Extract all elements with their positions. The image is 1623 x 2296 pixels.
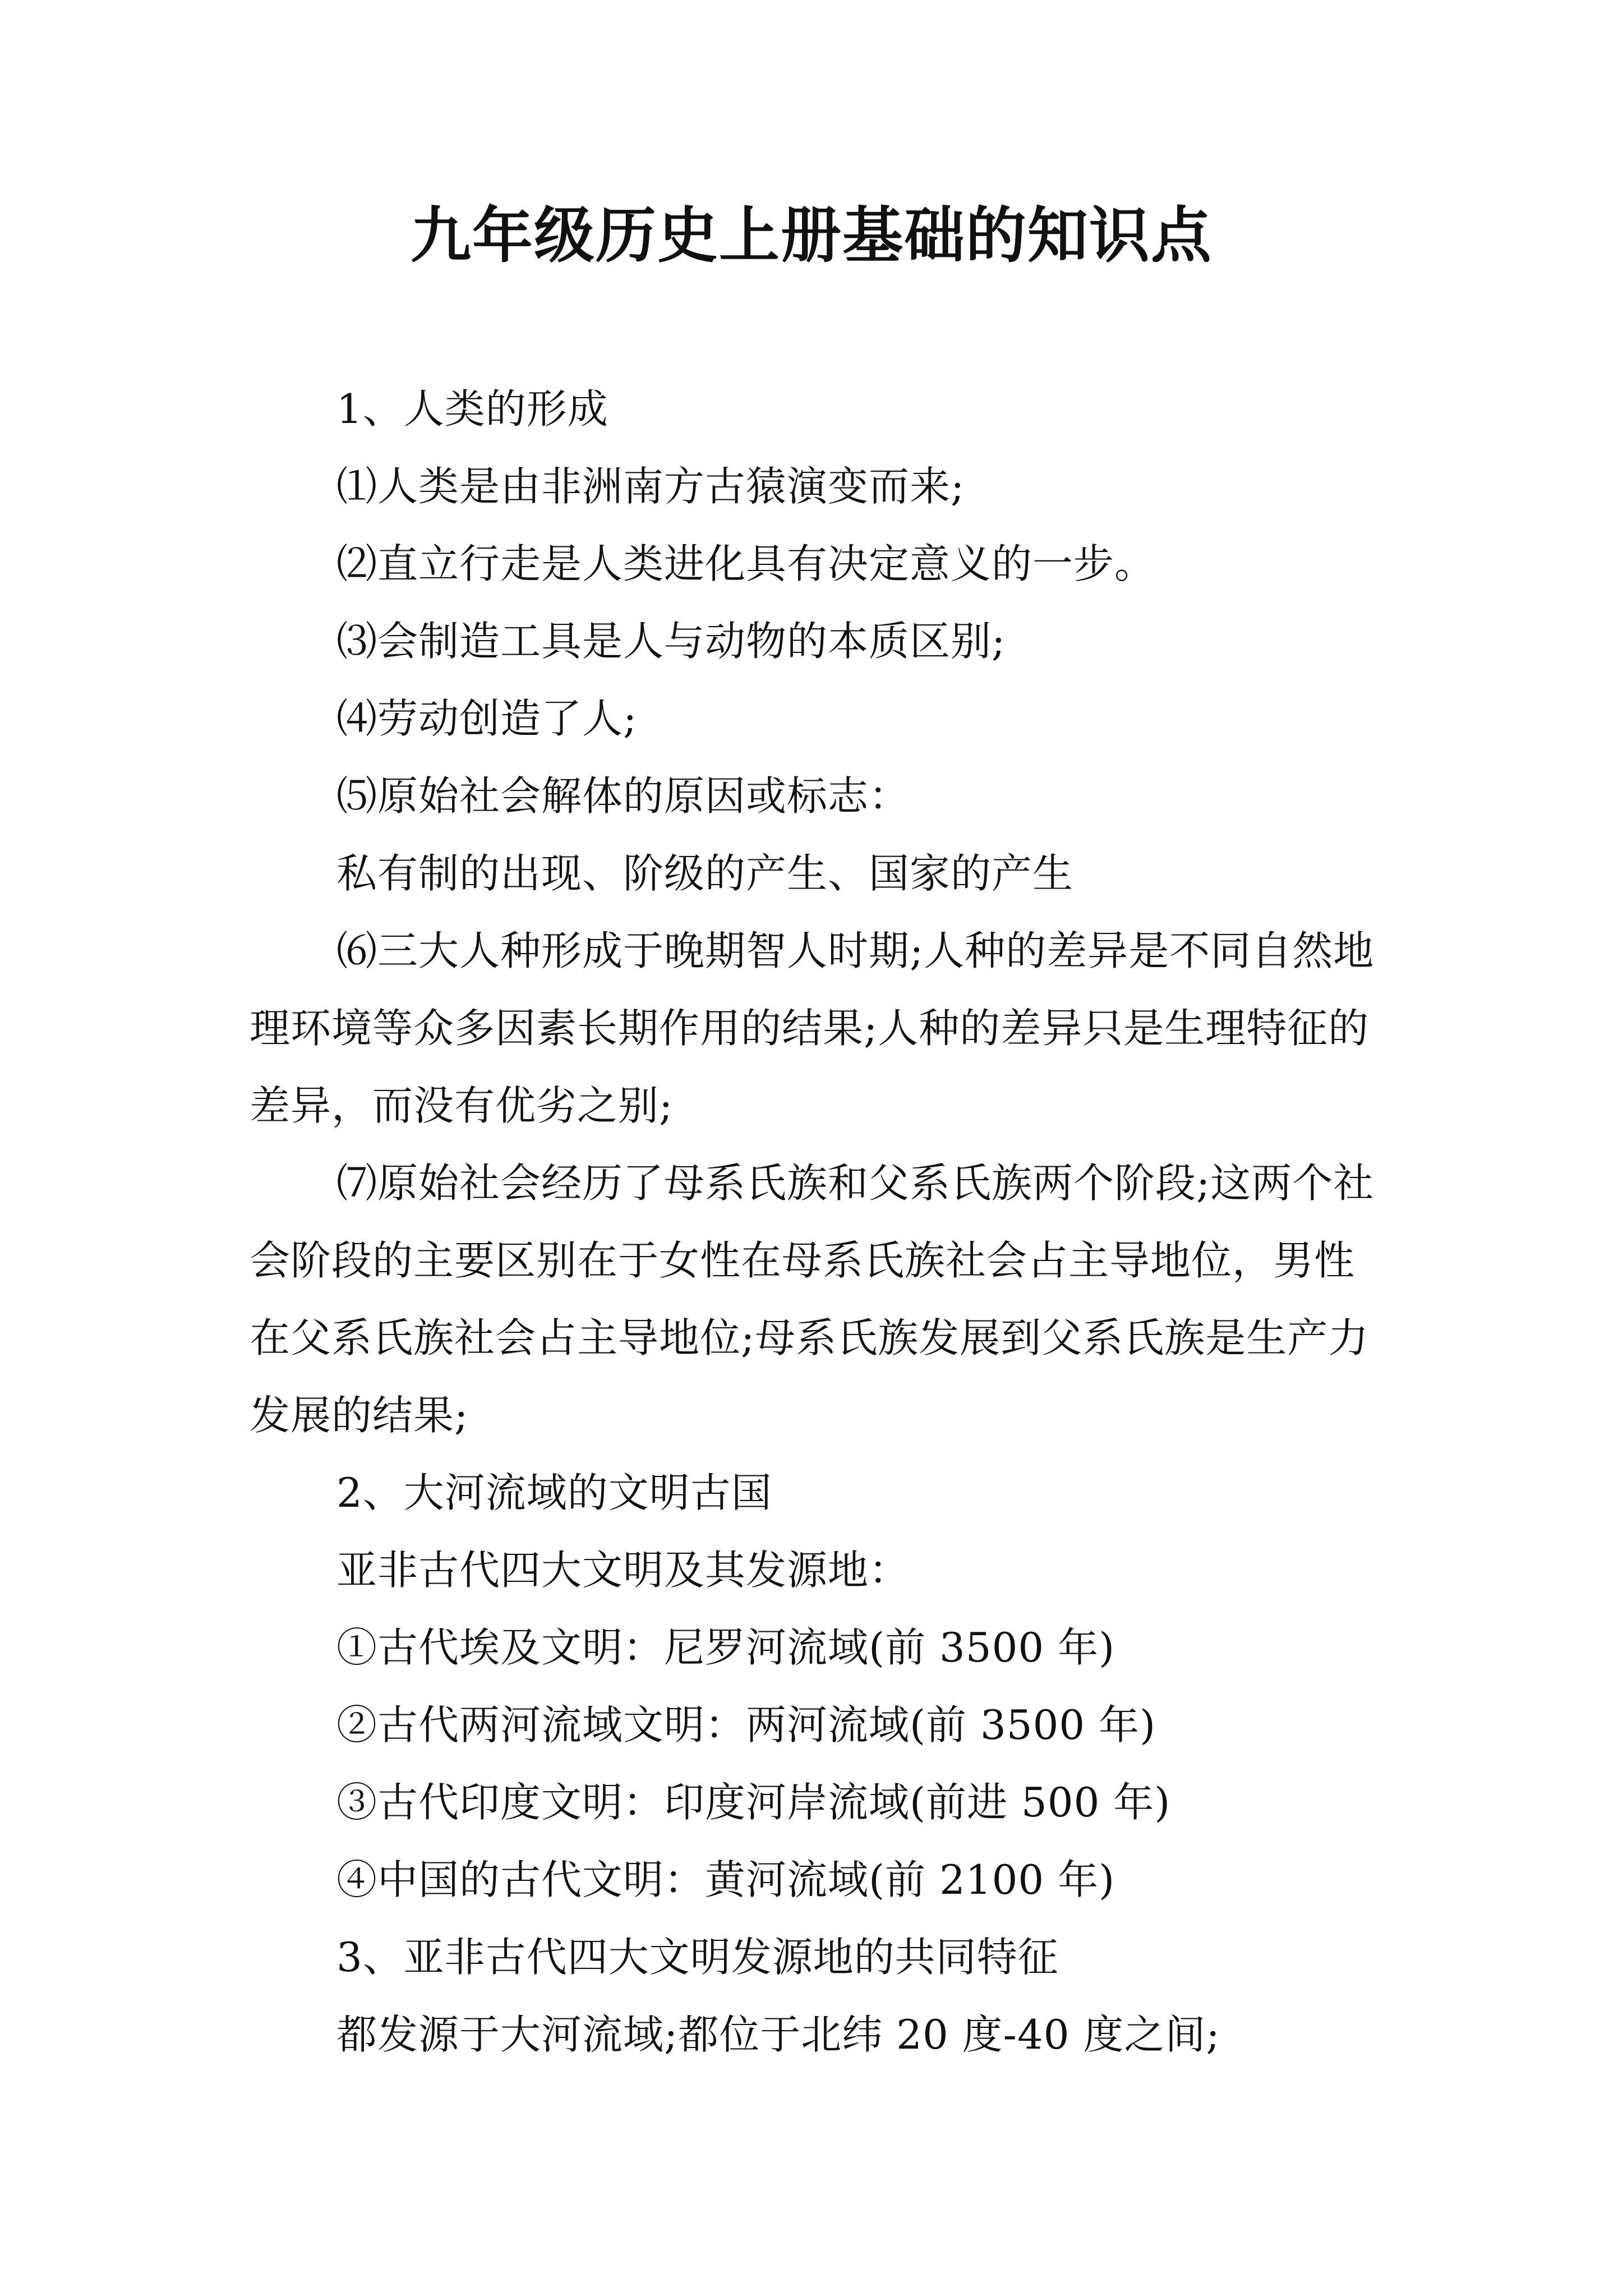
paragraph: ⑶会制造工具是人与动物的本质区别; [336, 618, 1006, 665]
list-item: ②古代两河流域文明：两河流域(前 3500 年) [336, 1701, 1156, 1749]
paragraph: ⑸原始社会解体的原因或标志： [336, 772, 910, 820]
list-item: ①古代埃及文明：尼罗河流域(前 3500 年) [336, 1624, 1115, 1671]
paragraph: ⑷劳动创造了人; [336, 695, 638, 742]
paragraph: 亚非古代四大文明及其发源地： [336, 1547, 910, 1594]
list-item: ③古代印度文明：印度河岸流域(前进 500 年) [336, 1779, 1171, 1826]
section-heading: 1、人类的形成 [336, 385, 608, 432]
document-body [250, 370, 1385, 2073]
list-item: ④中国的古代文明：黄河流域(前 2100 年) [336, 1856, 1115, 1903]
paragraph: 都发源于大河流域;都位于北纬 20 度-40 度之间; [336, 2011, 1220, 2058]
paragraph: 私有制的出现、阶级的产生、国家的产生 [336, 850, 1074, 897]
section-heading: 2、大河流域的文明古国 [336, 1469, 772, 1516]
section-heading: 3、亚非古代四大文明发源地的共同特征 [336, 1934, 1059, 1981]
paragraph: ⑺原始社会经历了母系氏族和父系氏族两个阶段;这两个社会阶段的主要区别在于女性在母系氏族社会占主导地位，男性在父系氏族社会占主导地位;母系氏族发展到父系氏族是生产力发展的结果; [250, 1159, 1375, 1439]
paragraph: ⑵直立行走是人类进化具有决定意义的一步。 [336, 540, 1156, 587]
document-title: 九年级历史上册基础的知识点 [410, 200, 1212, 271]
paragraph: ⑹三大人种形成于晚期智人时期;人种的差异是不同自然地理环境等众多因素长期作用的结果;人种的差异只是生理特征的差异，而没有优劣之别; [250, 927, 1375, 1129]
paragraph: ⑴人类是由非洲南方古猿演变而来; [336, 463, 965, 510]
